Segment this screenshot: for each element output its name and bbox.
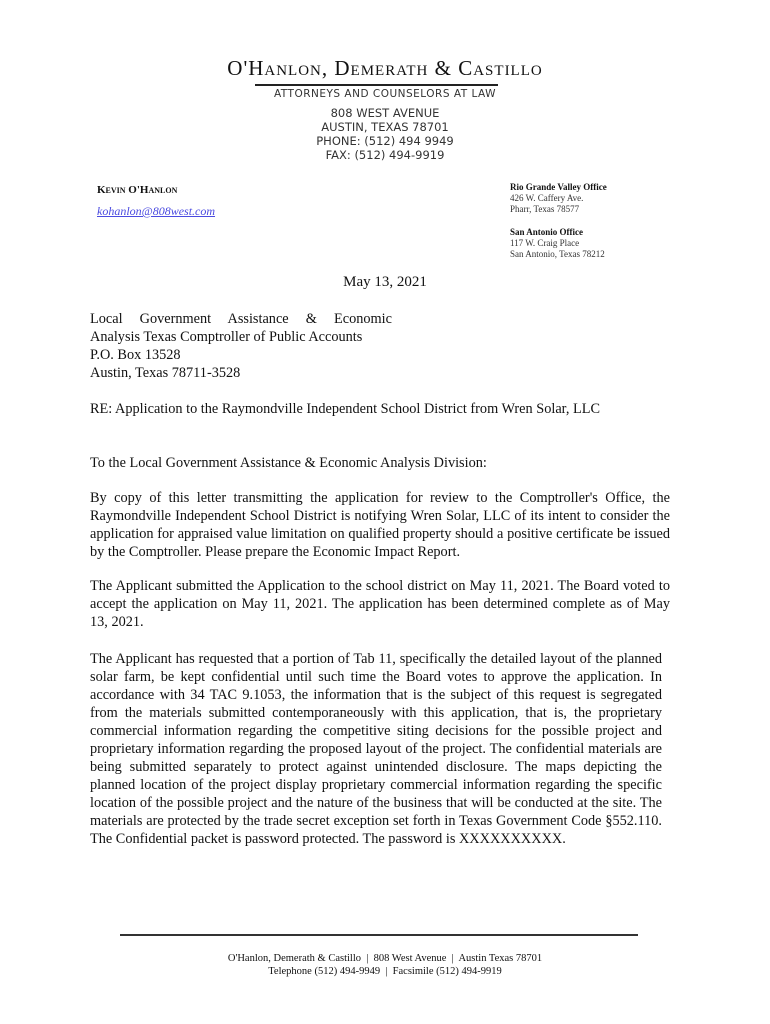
office-line: 426 W. Caffery Ave. bbox=[510, 193, 584, 203]
firm-tagline: ATTORNEYS AND COUNSELORS AT LAW bbox=[273, 88, 497, 100]
recipient-line: Austin, Texas 78711-3528 bbox=[90, 365, 241, 381]
office-line: San Antonio, Texas 78212 bbox=[510, 249, 605, 259]
attorney-email-link[interactable]: kohanlon@808west.com bbox=[97, 204, 216, 218]
footer bbox=[0, 952, 770, 978]
salutation: To the Local Government Assistance & Economic Analysis Division: bbox=[90, 455, 487, 471]
re-line: RE: Application to the Raymondville Independent School District from Wren Solar, LLC bbox=[90, 401, 601, 417]
attorney-name: Kevin O'Hanlon bbox=[97, 184, 178, 196]
office-line: 117 W. Craig Place bbox=[510, 238, 580, 248]
footer-line: O'Hanlon, Demerath & Castillo | 808 West Avenue | Austin Texas 78701 bbox=[227, 953, 543, 964]
recipient-address bbox=[90, 310, 670, 382]
address-line: FAX: (512) 494-9919 bbox=[325, 148, 445, 162]
paragraph: The Applicant has requested that a portion of Tab 11, specifically the detailed layout of the planned solar farm, be kept confidential until such time the Board votes to approve the application. In accordance with 34 TAC 9.1053, the information that is the subject of this request is segregated from the materials submitted contemporaneously with this application, that is, the proprietary commercial information regarding the competitive siting decisions for the possible project and proprietary information regarding the proposed layout of the project. The confidential materials are being submitted separately to protect against unintended disclosure. The maps depicting the planned location of the project display proprietary commercial information regarding the specific location of the possible project and the nature of the business that will be conducted at the site. The materials are protected by the trade secret exception set forth in Texas Government Code §552.110. The Confidential packet is password protected. The password is XXXXXXXXXX. bbox=[90, 651, 662, 847]
letter-date: May 13, 2021 bbox=[343, 274, 427, 290]
office-name: San Antonio Office bbox=[510, 227, 584, 237]
footer-rule bbox=[120, 934, 638, 936]
office-rio-grande bbox=[510, 182, 607, 215]
firm-name: O'Hanlon, Demerath & Castillo bbox=[227, 56, 543, 80]
recipient-line: Analysis Texas Comptroller of Public Accounts bbox=[90, 329, 363, 345]
office-name: Rio Grande Valley Office bbox=[510, 182, 607, 192]
header-rule bbox=[255, 84, 498, 86]
address-line: PHONE: (512) 494 9949 bbox=[316, 134, 454, 148]
paragraph: The Applicant submitted the Application to the school district on May 11, 2021. The Board voted to accept the application on May 11, 2021. The application has been determined complete as of May 13, 2021. bbox=[90, 578, 670, 630]
address-line: 808 WEST AVENUE bbox=[330, 106, 440, 120]
address-line: AUSTIN, TEXAS 78701 bbox=[321, 120, 449, 134]
firm-address bbox=[0, 106, 770, 162]
office-san-antonio bbox=[510, 227, 605, 260]
footer-line: Telephone (512) 494-9949 | Facsimile (512) 494-9919 bbox=[268, 966, 502, 977]
recipient-line: P.O. Box 13528 bbox=[90, 347, 181, 363]
office-line: Pharr, Texas 78577 bbox=[510, 204, 580, 214]
paragraph: By copy of this letter transmitting the application for review to the Comptroller's Office, the Raymondville Independent School District is notifying Wren Solar, LLC of its intent to consider the application for appraised value limitation on qualified property should a positive certificate be issued by the Comptroller. Please prepare the Economic Impact Report. bbox=[90, 490, 670, 560]
recipient-line: Local Government Assistance & Economic bbox=[90, 311, 392, 327]
